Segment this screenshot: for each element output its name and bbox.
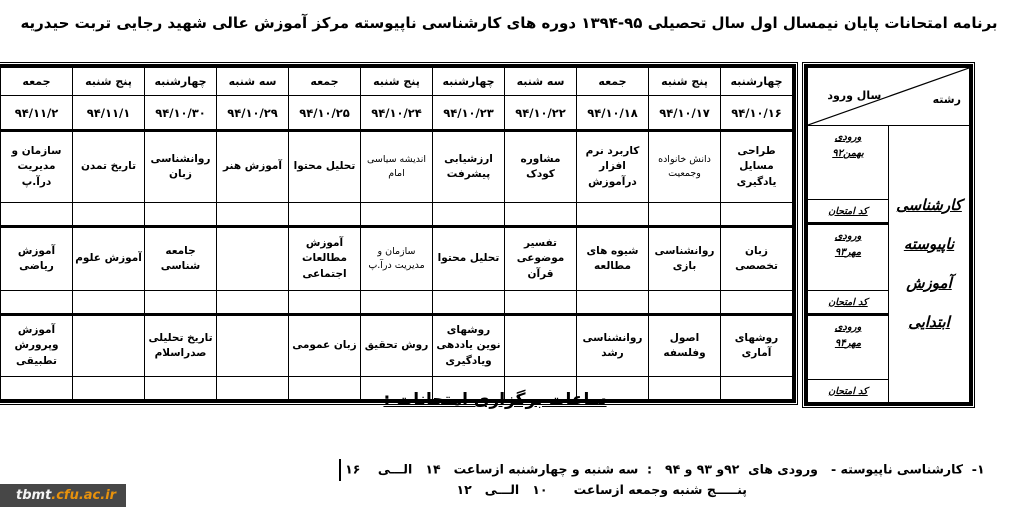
course-cell: روشهای آماری: [721, 315, 793, 377]
course-cell: مشاوره کودک: [505, 131, 577, 203]
exam-code-label-cell: کد امتحان: [808, 380, 889, 403]
course-cell: شیوه های مطالعه: [577, 227, 649, 291]
course-cell: روشهای نوین یاددهی ویادگیری: [433, 315, 505, 377]
exam-hours-line-1-text: ۱- کارشناسی ناپیوسته - ورودی های ۹۲و ۹۳ و ۹۴ : سه شنبه و چهارشنبه ازساعت ۱۴ الـــی ۱۶: [345, 461, 985, 477]
exam-code-cell: [505, 203, 577, 227]
course-cell: تاریخ تحلیلی صدراسلام: [145, 315, 217, 377]
exam-code-cell: [1, 203, 73, 227]
date-header-cell: ۹۴/۱۰/۲۴: [361, 96, 433, 131]
date-header-cell: ۹۴/۱۰/۲۲: [505, 96, 577, 131]
exam-code-cell: [289, 203, 361, 227]
course-cell: طراحی مسایل یادگیری: [721, 131, 793, 203]
exam-code-cell: [433, 291, 505, 315]
exam-code-cell: [361, 203, 433, 227]
exam-code-cell: [433, 203, 505, 227]
major-entry-block: [804, 64, 973, 406]
date-header-cell: ۹۴/۱۰/۲۳: [433, 96, 505, 131]
course-cell: روانشناسی زبان: [145, 131, 217, 203]
exam-code-label-cell: کد امتحان: [808, 200, 889, 224]
course-cell: جامعه شناسی: [145, 227, 217, 291]
watermark-badge: [0, 484, 126, 507]
major-line: ابتدایی: [908, 313, 950, 331]
exam-code-cell: [145, 291, 217, 315]
course-cell: [217, 227, 289, 291]
field-label: رشته: [932, 93, 961, 107]
course-cell: اصول وفلسفه: [649, 315, 721, 377]
date-header-cell: ۹۴/۱۰/۲۹: [217, 96, 289, 131]
day-header-cell: سه شنبه: [505, 68, 577, 96]
day-header-cell: سه شنبه: [217, 68, 289, 96]
major-cell: [889, 126, 970, 403]
exam-hours-heading: ساعات برگزاری امتحانات :: [383, 390, 607, 410]
exam-code-cell: [73, 291, 145, 315]
course-cell: سازمان و مدیریت درآ.پ: [361, 227, 433, 291]
entry-cell: ورودی بهمن۹۲: [808, 126, 889, 200]
course-cell: تفسیر موضوعی قرآن: [505, 227, 577, 291]
date-header-cell: ۹۴/۱۰/۳۰: [145, 96, 217, 131]
exam-code-cell: [217, 203, 289, 227]
date-header-cell: ۹۴/۱۰/۲۵: [289, 96, 361, 131]
day-header-cell: جمعه: [577, 68, 649, 96]
day-header-cell: پنج شنبه: [361, 68, 433, 96]
exam-code-cell: [289, 291, 361, 315]
course-cell: اندیشه سیاسی امام: [361, 131, 433, 203]
exam-code-cell: [505, 291, 577, 315]
course-cell: [73, 315, 145, 377]
exam-code-cell: [721, 291, 793, 315]
exam-hours-line-2: پنـــــج شنبه وجمعه ازساعت ۱۰ الـــی ۱۲: [456, 482, 747, 497]
exam-code-cell: [145, 203, 217, 227]
day-header-cell: جمعه: [289, 68, 361, 96]
exam-code-cell: [361, 291, 433, 315]
day-header-cell: جمعه: [1, 68, 73, 96]
course-cell: زبان تخصصی: [721, 227, 793, 291]
exam-schedule-table: [0, 67, 793, 400]
course-cell: آموزش هنر: [217, 131, 289, 203]
watermark-suffix: .cfu.ac.ir: [51, 488, 117, 503]
watermark-prefix: tbmt: [16, 488, 52, 503]
exam-code-cell: [649, 291, 721, 315]
course-cell: روش تحقیق: [361, 315, 433, 377]
entry-year-label: سال ورود: [827, 88, 882, 102]
corner-cell: [808, 68, 970, 126]
exam-code-cell: [649, 203, 721, 227]
page-title: برنامه امتحانات پایان نیمسال اول سال تحصیلی ۹۵-۱۳۹۴ دوره های کارشناسی ناپیوسته مرکز آموزش عالی شهید رجایی تربت حیدریه: [20, 14, 998, 32]
day-header-cell: چهارشنبه: [433, 68, 505, 96]
schedule-tables: [11, 64, 973, 406]
course-cell: روانشناسی رشد: [577, 315, 649, 377]
course-cell: آموزش وپرورش تطبیقی: [1, 315, 73, 377]
day-header-cell: پنج شنبه: [73, 68, 145, 96]
course-cell: آموزش علوم: [73, 227, 145, 291]
course-cell: سازمان و مدیریت درآ.پ: [1, 131, 73, 203]
major-line: کارشناسی: [896, 196, 962, 214]
day-header-cell: چهارشنبه: [721, 68, 793, 96]
exam-code-cell: [577, 291, 649, 315]
exam-code-cell: [577, 203, 649, 227]
major-entry-table: [807, 67, 970, 403]
course-cell: تاریخ تمدن: [73, 131, 145, 203]
date-header-cell: ۹۴/۱۱/۱: [73, 96, 145, 131]
date-header-cell: ۹۴/۱۰/۱۷: [649, 96, 721, 131]
exam-code-label-cell: کد امتحان: [808, 291, 889, 315]
exam-code-cell: [73, 203, 145, 227]
major-line: ناپیوسته: [903, 235, 955, 253]
course-cell: آموزش مطالعات اجتماعی: [289, 227, 361, 291]
course-cell: [505, 315, 577, 377]
course-cell: ارزشیابی پیشرفت: [433, 131, 505, 203]
date-header-cell: ۹۴/۱۱/۲: [1, 96, 73, 131]
entry-cell: ورودی مهر۹۴: [808, 315, 889, 380]
course-cell: تحلیل محتوا: [433, 227, 505, 291]
major-line: آموزش: [906, 274, 952, 292]
exam-code-cell: [1, 291, 73, 315]
course-cell: دانش خانواده وجمعیت: [649, 131, 721, 203]
exam-schedule-grid: [0, 64, 796, 403]
day-header-cell: پنج شنبه: [649, 68, 721, 96]
day-header-cell: چهارشنبه: [145, 68, 217, 96]
entry-cell: ورودی مهر۹۳: [808, 224, 889, 291]
course-cell: آموزش ریاضی: [1, 227, 73, 291]
course-cell: [217, 315, 289, 377]
course-cell: کاربرد نرم افزار درآموزش: [577, 131, 649, 203]
date-header-cell: ۹۴/۱۰/۱۸: [577, 96, 649, 131]
course-cell: تحلیل محتوا: [289, 131, 361, 203]
date-header-cell: ۹۴/۱۰/۱۶: [721, 96, 793, 131]
course-cell: روانشناسی بازی: [649, 227, 721, 291]
exam-code-cell: [721, 203, 793, 227]
course-cell: زبان عمومی: [289, 315, 361, 377]
exam-code-cell: [217, 291, 289, 315]
text-cursor: [339, 459, 341, 481]
